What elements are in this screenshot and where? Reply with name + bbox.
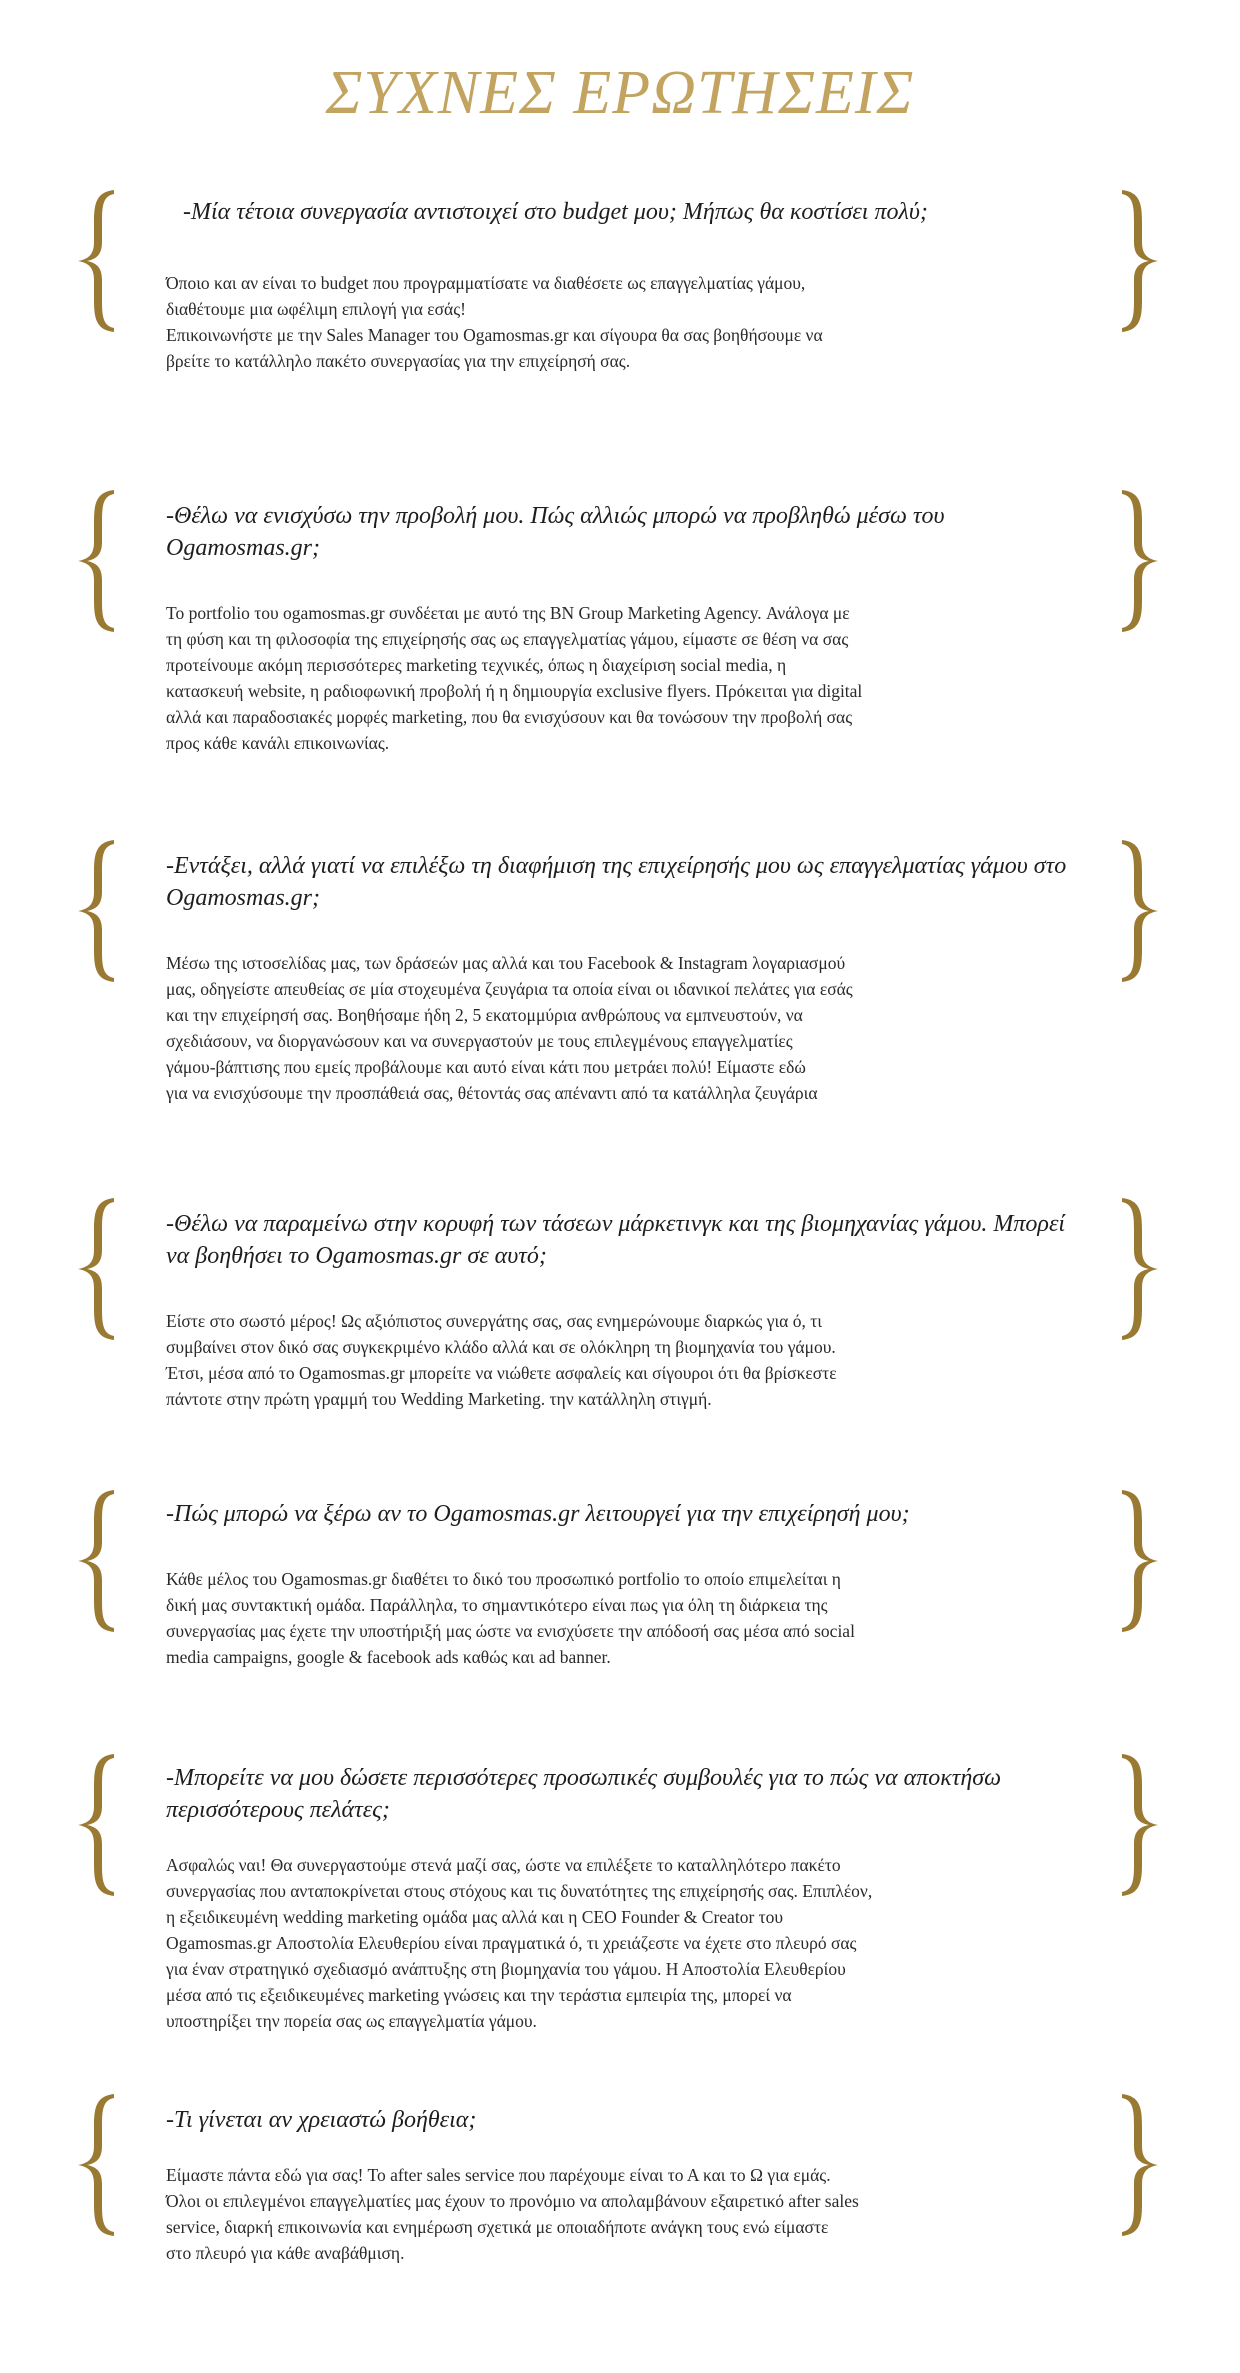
answer-line: Όποιο και αν είναι το budget που προγραμματίσατε να διαθέσετε ως επαγγελματίας γάμου, <box>166 273 806 293</box>
answer-line: Κάθε μέλος του Ogamosmas.gr διαθέτει το δικό του προσωπικό portfolio το οποίο επιμελείται η <box>166 1569 841 1589</box>
left-brace-icon <box>72 486 132 636</box>
right-brace-icon <box>1104 486 1164 636</box>
right-brace-icon <box>1104 1486 1164 1636</box>
left-brace-icon <box>72 1194 132 1344</box>
answer-line: Όλοι οι επιλεγμένοι επαγγελματίες μας έχουν το προνόμιο να απολαμβάνουν εξαιρετικό after sales <box>166 2191 859 2211</box>
faq-question: -Μία τέτοια συνεργασία αντιστοιχεί στο budget μου; Μήπως θα κοστίσει πολύ; <box>183 199 928 225</box>
faq-question: -Μπορείτε να μου δώσετε περισσότερες προσωπικές συμβουλές για το πώς να αποκτήσω περισσότερους πελάτες; <box>166 1765 1002 1823</box>
answer-line: μας, οδηγείστε απευθείας σε μία στοχευμένα ζευγάρια τα οποία είναι οι ιδανικοί πελάτες για εσάς <box>166 979 853 999</box>
faq-question: -Θέλω να ενισχύσω την προβολή μου. Πώς αλλιώς μπορώ να προβληθώ μέσω του Ogamosmas.gr; <box>166 503 945 561</box>
answer-line: προτείνουμε ακόμη περισσότερες marketing τεχνικές, όπως η διαχείριση social media, η <box>166 655 787 675</box>
answer-line: συμβαίνει στον δικό σας συγκεκριμένο κλάδο αλλά και σε ολόκληρη τη βιομηχανία του γάμου. <box>166 1337 836 1357</box>
faq-answer <box>166 600 1076 756</box>
faq-answer <box>166 270 1076 374</box>
left-brace-icon <box>72 1750 132 1900</box>
answer-line: πάντοτε στην πρώτη γραμμή του Wedding Marketing. την κατάλληλη στιγμή. <box>166 1389 712 1409</box>
answer-line: κατασκευή website, η ραδιοφωνική προβολή ή η δημιουργία exclusive flyers. Πρόκειται για digital <box>166 681 863 701</box>
answer-line: Ασφαλώς ναι! Θα συνεργαστούμε στενά μαζί σας, ώστε να επιλέξετε το καταλληλότερο πακέτο <box>166 1855 841 1875</box>
answer-line: Επικοινωνήστε με την Sales Manager του Ogamosmas.gr και σίγουρα θα σας βοηθήσουμε να <box>166 325 823 345</box>
answer-line: media campaigns, google & facebook ads καθώς και ad banner. <box>166 1647 611 1667</box>
answer-line: διαθέτουμε μια ωφέλιμη επιλογή για εσάς! <box>166 299 466 319</box>
answer-line: service, διαρκή επικοινωνία και ενημέρωση σχετικά με οποιαδήποτε ανάγκη τους ενώ είμαστε <box>166 2217 829 2237</box>
answer-line: Μέσω της ιστοσελίδας μας, των δράσεών μας αλλά και του Facebook & Instagram λογαριασμού <box>166 953 846 973</box>
left-brace-icon <box>72 186 132 336</box>
faq-question: -Πώς μπορώ να ξέρω αν το Ogamosmas.gr λειτουργεί για την επιχείρησή μου; <box>166 1501 910 1527</box>
answer-line: συνεργασίας μας έχετε την υποστήριξή μας ώστε να ενισχύσετε την απόδοσή σας μέσα από social <box>166 1621 855 1641</box>
left-brace-icon <box>72 1486 132 1636</box>
answer-line: συνεργασίας που ανταποκρίνεται στους στόχους και τις δυνατότητες της επιχείρησής σας. Επιπλέον, <box>166 1881 873 1901</box>
answer-line: υποστηρίξει την πορεία σας ως επαγγελματία γάμου. <box>166 2011 537 2031</box>
faq-answer <box>166 1566 1076 1670</box>
answer-line: αλλά και παραδοσιακές μορφές marketing, που θα ενισχύσουν και θα τονώσουν την προβολή σας <box>166 707 853 727</box>
answer-line: Είστε στο σωστό μέρος! Ως αξιόπιστος συνεργάτης σας, σας ενημερώνουμε διαρκώς για ό, τι <box>166 1311 822 1331</box>
answer-line: σχεδιάσουν, να διοργανώσουν και να συνεργαστούν με τους επιλεγμένους επαγγελματίες <box>166 1031 793 1051</box>
faq-answer <box>166 1852 1076 2034</box>
right-brace-icon <box>1104 836 1164 986</box>
answer-line: Είμαστε πάντα εδώ για σας! Το after sales service που παρέχουμε είναι το Α και το Ω για εμάς. <box>166 2165 831 2185</box>
faq-question: -Τι γίνεται αν χρειαστώ βοήθεια; <box>166 2107 477 2133</box>
answer-line: και την επιχείρησή σας. Βοηθήσαμε ήδη 2, 5 εκατομμύρια ανθρώπους να εμπνευστούν, να <box>166 1005 803 1025</box>
right-brace-icon <box>1104 1194 1164 1344</box>
right-brace-icon <box>1104 1750 1164 1900</box>
answer-line: Ogamosmas.gr Αποστολία Ελευθερίου είναι πραγματικά ό, τι χρειάζεστε να έχετε στο πλευρό σας <box>166 1933 857 1953</box>
left-brace-icon <box>72 836 132 986</box>
answer-line: η εξειδικευμένη wedding marketing ομάδα μας αλλά και η CEO Founder & Creator του <box>166 1907 784 1927</box>
page-title: ΣΥΧΝΕΣ ΕΡΩΤΗΣΕΙΣ <box>325 59 915 127</box>
answer-line: βρείτε το κατάλληλο πακέτο συνεργασίας για την επιχείρησή σας. <box>166 351 631 371</box>
answer-line: για να ενισχύσουμε την προσπάθειά σας, θέτοντάς σας απέναντι από τα κατάλληλα ζευγάρια <box>166 1083 818 1103</box>
answer-line: στο πλευρό για κάθε αναβάθμιση. <box>166 2243 405 2263</box>
answer-line: δική μας συντακτική ομάδα. Παράλληλα, το σημαντικότερο είναι πως για όλη τη διάρκεια της <box>166 1595 828 1615</box>
answer-line: μέσα από τις εξειδικευμένες marketing γνώσεις και την τεράστια εμπειρία της, μπορεί να <box>166 1985 792 2005</box>
answer-line: Το portfolio του ogamosmas.gr συνδέεται με αυτό της BN Group Marketing Agency. Ανάλογα με <box>166 603 850 623</box>
right-brace-icon <box>1104 186 1164 336</box>
answer-line: για έναν στρατηγικό σχεδιασμό ανάπτυξης στη βιομηχανία του γάμου. Η Αποστολία Ελευθερίου <box>166 1959 846 1979</box>
faq-answer <box>166 950 1076 1106</box>
answer-line: Έτσι, μέσα από το Ogamosmas.gr μπορείτε να νιώθετε ασφαλείς και σίγουροι ότι θα βρίσκεστε <box>166 1363 837 1383</box>
faq-question: -Εντάξει, αλλά γιατί να επιλέξω τη διαφήμιση της επιχείρησής μου ως επαγγελματίας γάμου στο Ogamosmas.gr; <box>166 853 1067 911</box>
answer-line: προς κάθε κανάλι επικοινωνίας. <box>166 733 390 753</box>
faq-answer <box>166 2162 1076 2266</box>
right-brace-icon <box>1104 2090 1164 2240</box>
faq-answer <box>166 1308 1076 1412</box>
faq-question: -Θέλω να παραμείνω στην κορυφή των τάσεων μάρκετινγκ και της βιομηχανίας γάμου. Μπορεί να βοηθήσει το Ogamosmas.gr σε αυτό; <box>166 1211 1066 1269</box>
left-brace-icon <box>72 2090 132 2240</box>
answer-line: γάμου-βάπτισης που εμείς προβάλουμε και αυτό είναι κάτι που μετράει πολύ! Είμαστε εδώ <box>166 1057 806 1077</box>
answer-line: τη φύση και τη φιλοσοφία της επιχείρησής σας ως επαγγελματίας γάμου, είμαστε σε θέση να σας <box>166 629 849 649</box>
